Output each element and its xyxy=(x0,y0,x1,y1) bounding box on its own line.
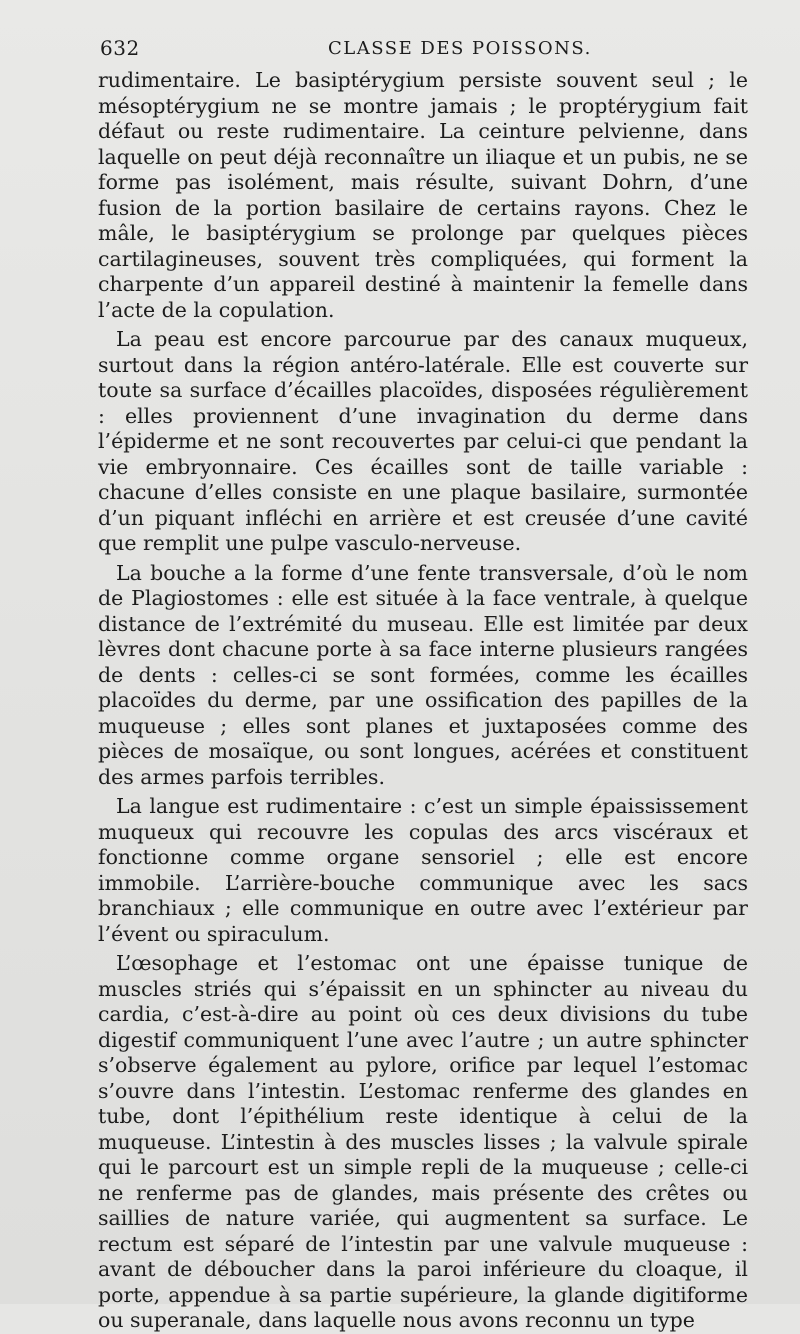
page-number: 632 xyxy=(100,36,140,60)
paragraph-pelvic-fin: rudimentaire. Le basiptérygium persiste souvent seul ; le mésoptérygium ne se montre jamais ; le proptérygium fait défaut ou reste rudimentaire. La ceinture pelvienne, dans laquelle on peut déjà reconnaître un iliaque et un pubis, ne se forme pas isolément, mais résulte, suivant Dohrn, d’une fusion de la portion basilaire de certains rayons. Chez le mâle, le basiptérygium se prolonge par quelques pièces cartilagineuses, souvent très compliquées, qui forment la charpente d’un appareil destiné à maintenir la femelle dans l’acte de la copulation. xyxy=(98,68,748,322)
paragraph-tongue: La langue est rudimentaire : c’est un simple épaississement muqueux qui recouvre les copulas des arcs viscéraux et fonctionne comme organe sensoriel ; elle est encore immobile. L’arrière-bouche communique avec les sacs branchiaux ; elle communique en outre avec l’extérieur par l’évent ou spiraculum. xyxy=(98,794,748,946)
paragraph-skin: La peau est encore parcourue par des canaux muqueux, surtout dans la région antéro-latérale. Elle est couverte sur toute sa surface d’écailles placoïdes, disposées régulièrement : elles proviennent d’une invagination du derme dans l’épiderme et ne sont recouvertes par celui-ci que pendant la vie embryonnaire. Ces écailles sont de taille variable : chacune d’elles consiste en une plaque basilaire, surmontée d’un piquant infléchi en arrière et est creusée d’une cavité que remplit une pulpe vasculo-nerveuse. xyxy=(98,327,748,555)
paragraph-mouth: La bouche a la forme d’une fente transversale, d’où le nom de Plagiostomes : elle est située à la face ventrale, à quelque distance de l’extrémité du museau. Elle est limitée par deux lèvres dont chacune porte à sa face interne plusieurs rangées de dents : celles-ci se sont formées, comme les écailles placoïdes du derme, par une ossification des papilles de la muqueuse ; elles sont planes et juxtaposées comme des pièces de mosaïque, ou sont longues, acérées et constituent des armes parfois terribles. xyxy=(98,560,748,789)
body-text xyxy=(98,68,748,1334)
paragraph-digestive-tract: L’œsophage et l’estomac ont une épaisse tunique de muscles striés qui s’épaissit en un sphincter au niveau du cardia, c’est-à-dire au point où ces deux divisions du tube digestif communiquent l’une avec l’autre ; un autre sphincter s’observe également au pylore, orifice par lequel l’estomac s’ouvre dans l’intestin. L’estomac renferme des glandes en tube, dont l’épithélium reste identique à celui de la muqueuse. L’intestin à des muscles lisses ; la valvule spirale qui le parcourt est un simple repli de la muqueuse ; celle-ci ne renferme pas de glandes, mais présente des crêtes ou saillies de nature variée, qui augmentent sa surface. Le rectum est séparé de l’intestin par une valvule muqueuse : avant de déboucher dans la paroi inférieure du cloaque, il porte, appendue à sa partie supérieure, la glande digitiforme ou superanale, dans laquelle nous avons reconnu un type xyxy=(98,951,748,1332)
running-title: CLASSE DES POISSONS. xyxy=(328,38,592,59)
page-header xyxy=(100,36,720,66)
